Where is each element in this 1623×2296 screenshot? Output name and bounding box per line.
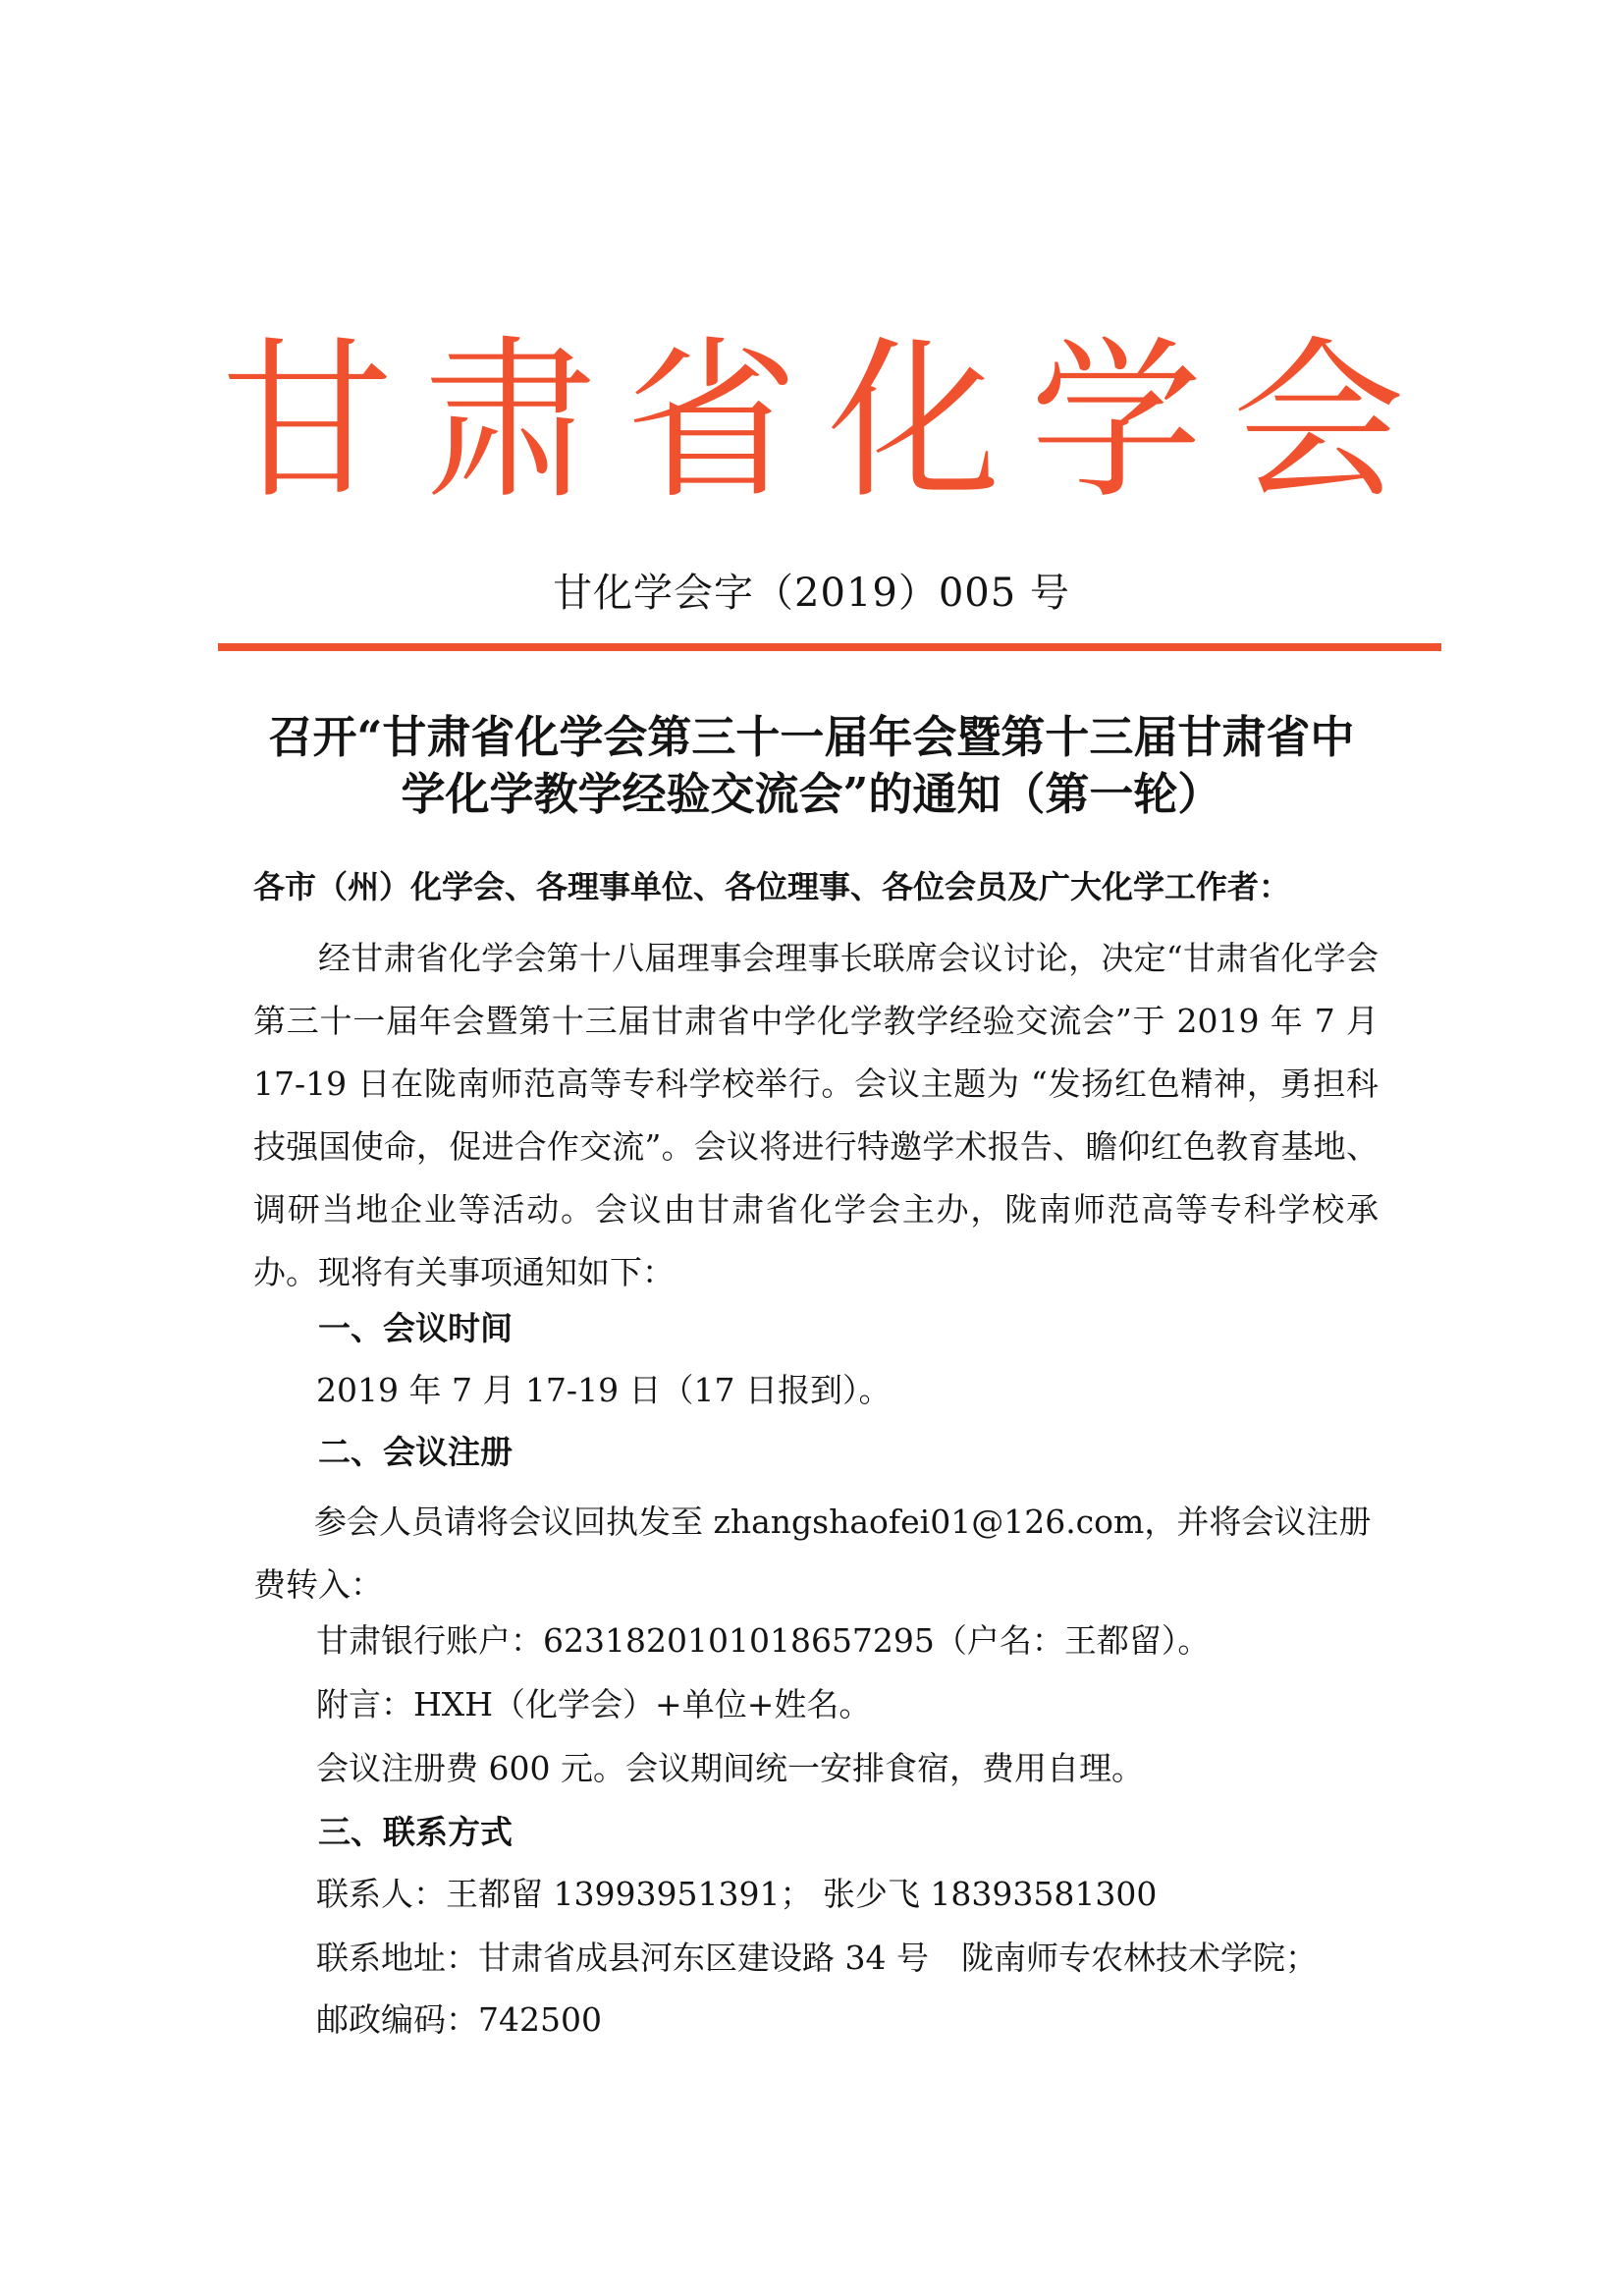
- notice-title-line-1: 召开“甘肃省化学会第三十一届年会暨第十三届甘肃省中: [268, 711, 1355, 763]
- contact-persons-text: 联系人：王都留 13993951391； 张少飞 18393581300: [316, 1875, 1158, 1913]
- red-divider-line: [218, 643, 1441, 651]
- bank-account-text: 甘肃银行账户：6231820101018657295（户名：王都留）。: [316, 1621, 1211, 1660]
- organization-letterhead-title: 甘肃省化学会: [221, 321, 1435, 522]
- meeting-time-text: 2019 年 7 月 17-19 日（17 日报到）。: [316, 1371, 892, 1409]
- intro-paragraph: 经甘肃省化学会第十八届理事会理事长联席会议讨论，决定“甘肃省化学会第三十一届年会暨第十三届甘肃省中学化学教学经验交流会”于 2019 年 7 月 17-19 日在陇南师范高等专科学校举行。会议主题为 “发扬红色精神，勇担科技强国使命，促进合作交流”。会议将进行特邀学术报告、瞻仰红色教育基地、调研当地企业等活动。会议由甘肃省化学会主办，陇南师范高等专科学校承办。现将有关事项通知如下：: [253, 939, 1379, 1291]
- postcode-text: 邮政编码：742500: [316, 2000, 602, 2039]
- document-number: 甘化学会字（2019）005 号: [553, 571, 1070, 616]
- section-heading-contact: 三、联系方式: [318, 1813, 513, 1851]
- payment-remark-text: 附言：HXH（化学会）+单位+姓名。: [316, 1685, 872, 1723]
- section-heading-registration: 二、会议注册: [318, 1433, 513, 1471]
- notice-title: [177, 709, 1446, 823]
- registration-fee-text: 会议注册费 600 元。会议期间统一安排食宿，费用自理。: [316, 1749, 1144, 1787]
- salutation: 各市（州）化学会、各理事单位、各位理事、各位会员及广大化学工作者：: [253, 868, 1291, 905]
- registration-text: 参会人员请将会议回执发至 zhangshaofei01@126.com，并将会议注册费转入：: [253, 1503, 1372, 1604]
- notice-title-line-2: 学化学教学经验交流会”的通知（第一轮）: [401, 768, 1222, 820]
- contact-address-text: 联系地址：甘肃省成县河东区建设路 34 号 陇南师专农林技术学院；: [316, 1939, 1318, 1977]
- section-heading-time: 一、会议时间: [318, 1309, 513, 1347]
